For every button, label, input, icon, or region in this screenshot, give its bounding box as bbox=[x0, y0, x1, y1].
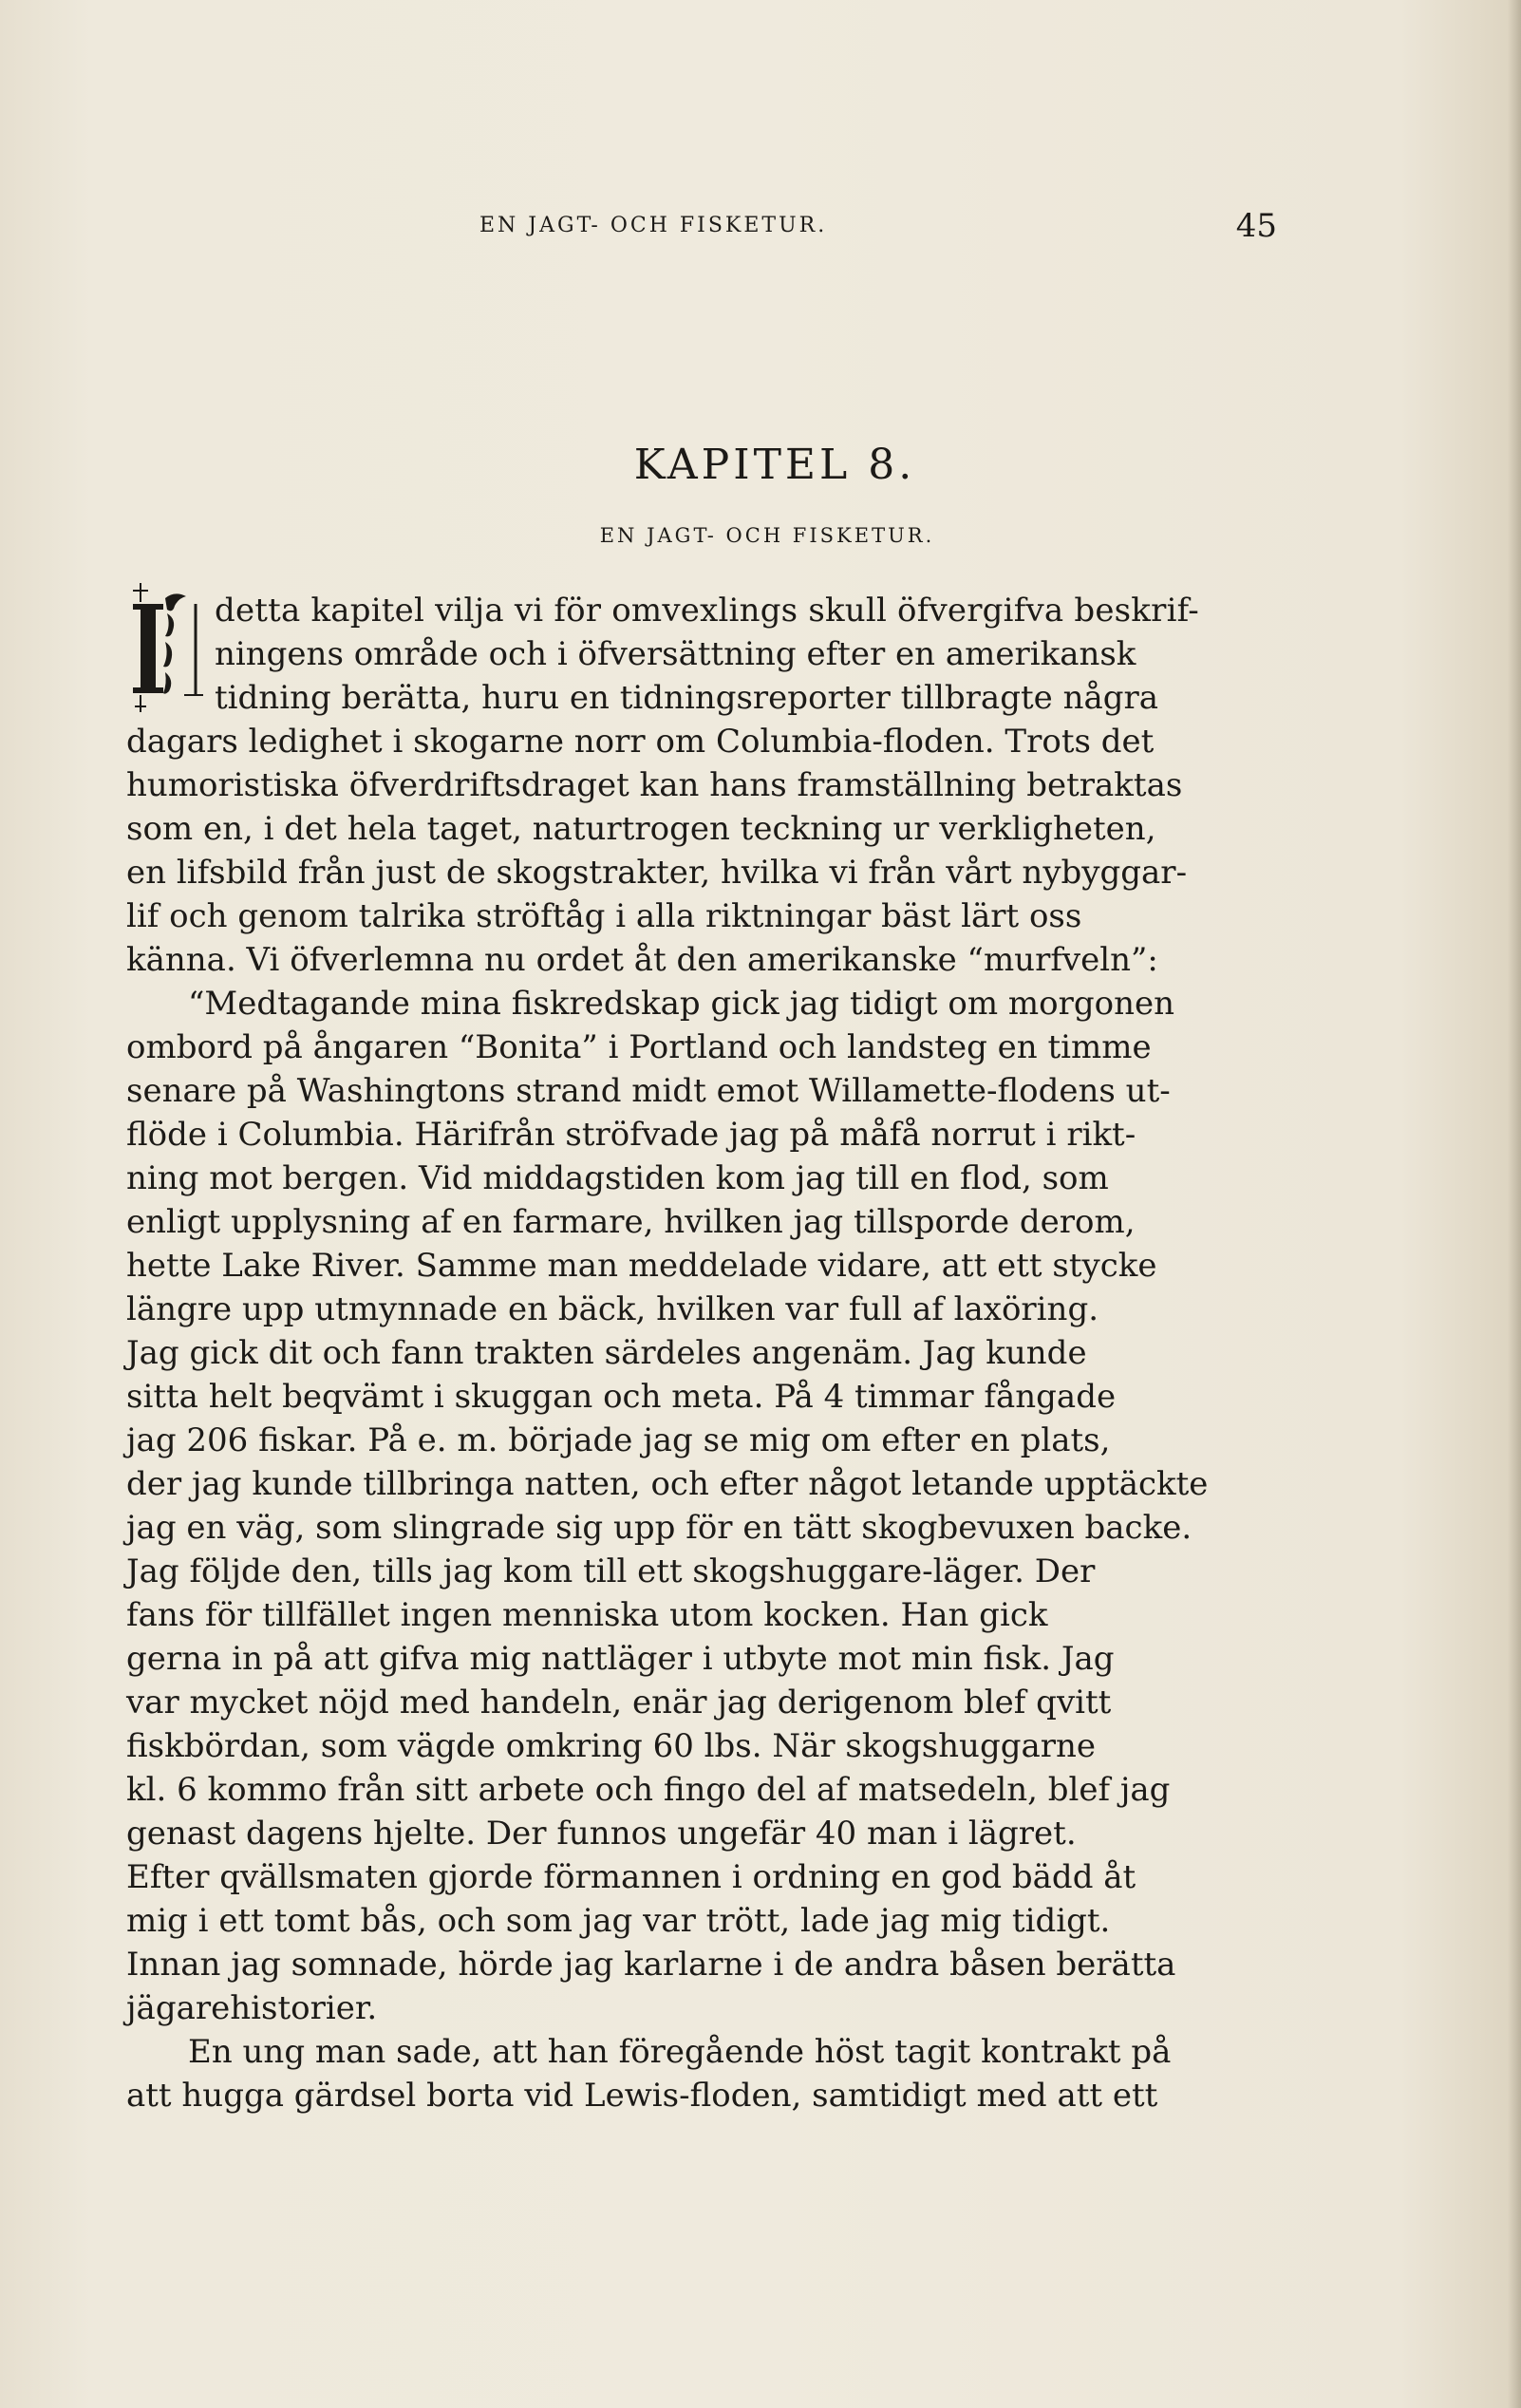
text-line: en lifsbild från just de skogstrakter, hvilka vi från vårt nybyggar- bbox=[126, 854, 1188, 892]
text-line: Jag gick dit och fann trakten särdeles angenäm. Jag kunde bbox=[126, 1334, 1087, 1372]
text-line: Efter qvällsmaten gjorde förmannen i ordning en god bädd åt bbox=[126, 1858, 1136, 1896]
text-line: ombord på ångaren “Bonita” i Portland och landsteg en timme bbox=[126, 1028, 1152, 1066]
decorative-initial-i bbox=[129, 581, 203, 716]
text-line: känna. Vi öfverlemna nu ordet åt den amerikanske “murfveln”: bbox=[126, 941, 1158, 979]
chapter-title: KAPITEL 8. bbox=[633, 441, 916, 489]
text-line: fans för tillfället ingen menniska utom kocken. Han gick bbox=[126, 1596, 1048, 1634]
text-line: humoristiska öfverdriftsdraget kan hans framställning betraktas bbox=[126, 766, 1183, 804]
text-line: Jag följde den, tills jag kom till ett skogshuggare-läger. Der bbox=[126, 1552, 1096, 1590]
text-line: jägarehistorier. bbox=[126, 1989, 378, 2027]
text-line: flöde i Columbia. Härifrån ströfvade jag på måfå norrut i rikt- bbox=[126, 1116, 1136, 1154]
text-line: enligt upplysning af en farmare, hvilken jag tillsporde derom, bbox=[126, 1203, 1136, 1241]
text-line: hette Lake River. Samme man meddelade vidare, att ett stycke bbox=[126, 1247, 1157, 1285]
chapter-subtitle: EN JAGT- OCH FISKETUR. bbox=[599, 524, 935, 547]
text-line: kl. 6 kommo från sitt arbete och fingo del af matsedeln, blef jag bbox=[126, 1771, 1171, 1809]
text-line: genast dagens hjelte. Der funnos ungefär 40 man i lägret. bbox=[126, 1815, 1077, 1853]
text-line: ning mot bergen. Vid middagstiden kom jag till en flod, som bbox=[126, 1159, 1109, 1197]
page-edge-shadow bbox=[1508, 0, 1521, 2408]
text-line: gerna in på att gifva mig nattläger i utbyte mot min fisk. Jag bbox=[126, 1640, 1115, 1678]
text-line: som en, i det hela taget, naturtrogen teckning ur verkligheten, bbox=[126, 810, 1156, 848]
ornamental-initial-icon bbox=[129, 581, 203, 716]
text-line: En ung man sade, att han föregående höst tagit kontrakt på bbox=[188, 2033, 1172, 2071]
text-line: dagars ledighet i skogarne norr om Columbia-floden. Trots det bbox=[126, 723, 1155, 761]
text-line: sitta helt beqvämt i skuggan och meta. På 4 timmar fångade bbox=[126, 1378, 1117, 1416]
text-line: ningens område och i öfversättning efter en amerikansk bbox=[215, 635, 1136, 673]
text-line: Innan jag somnade, hörde jag karlarne i de andra båsen berätta bbox=[126, 1946, 1176, 1984]
text-line: var mycket nöjd med handeln, enär jag derigenom blef qvitt bbox=[126, 1684, 1112, 1721]
text-line: jag en väg, som slingrade sig upp för en tätt skogbevuxen backe. bbox=[126, 1509, 1192, 1547]
running-head-title: EN JAGT- OCH FISKETUR. bbox=[479, 214, 828, 237]
text-line: jag 206 fiskar. På e. m. började jag se mig om efter en plats, bbox=[126, 1421, 1111, 1459]
text-line: längre upp utmynnade en bäck, hvilken var full af laxöring. bbox=[126, 1290, 1099, 1328]
text-line: “Medtagande mina fiskredskap gick jag tidigt om morgonen bbox=[188, 985, 1175, 1023]
text-line: tidning berätta, huru en tidningsreporter tillbragte några bbox=[215, 679, 1159, 717]
text-line: att hugga gärdsel borta vid Lewis-floden, samtidigt med att ett bbox=[126, 2077, 1158, 2115]
text-line: mig i ett tomt bås, och som jag var trött, lade jag mig tidigt. bbox=[126, 1902, 1111, 1940]
text-line: lif och genom talrika ströftåg i alla riktningar bäst lärt oss bbox=[126, 897, 1082, 935]
text-line: der jag kunde tillbringa natten, och efter något letande upptäckte bbox=[126, 1465, 1209, 1503]
text-line: senare på Washingtons strand midt emot Willamette-flodens ut- bbox=[126, 1072, 1171, 1110]
running-head bbox=[479, 207, 1277, 245]
text-line: fiskbördan, som vägde omkring 60 lbs. När skogshuggarne bbox=[126, 1727, 1097, 1765]
text-line: detta kapitel vilja vi för omvexlings skull öfvergifva beskrif- bbox=[215, 592, 1199, 630]
page-number: 45 bbox=[1235, 207, 1277, 245]
